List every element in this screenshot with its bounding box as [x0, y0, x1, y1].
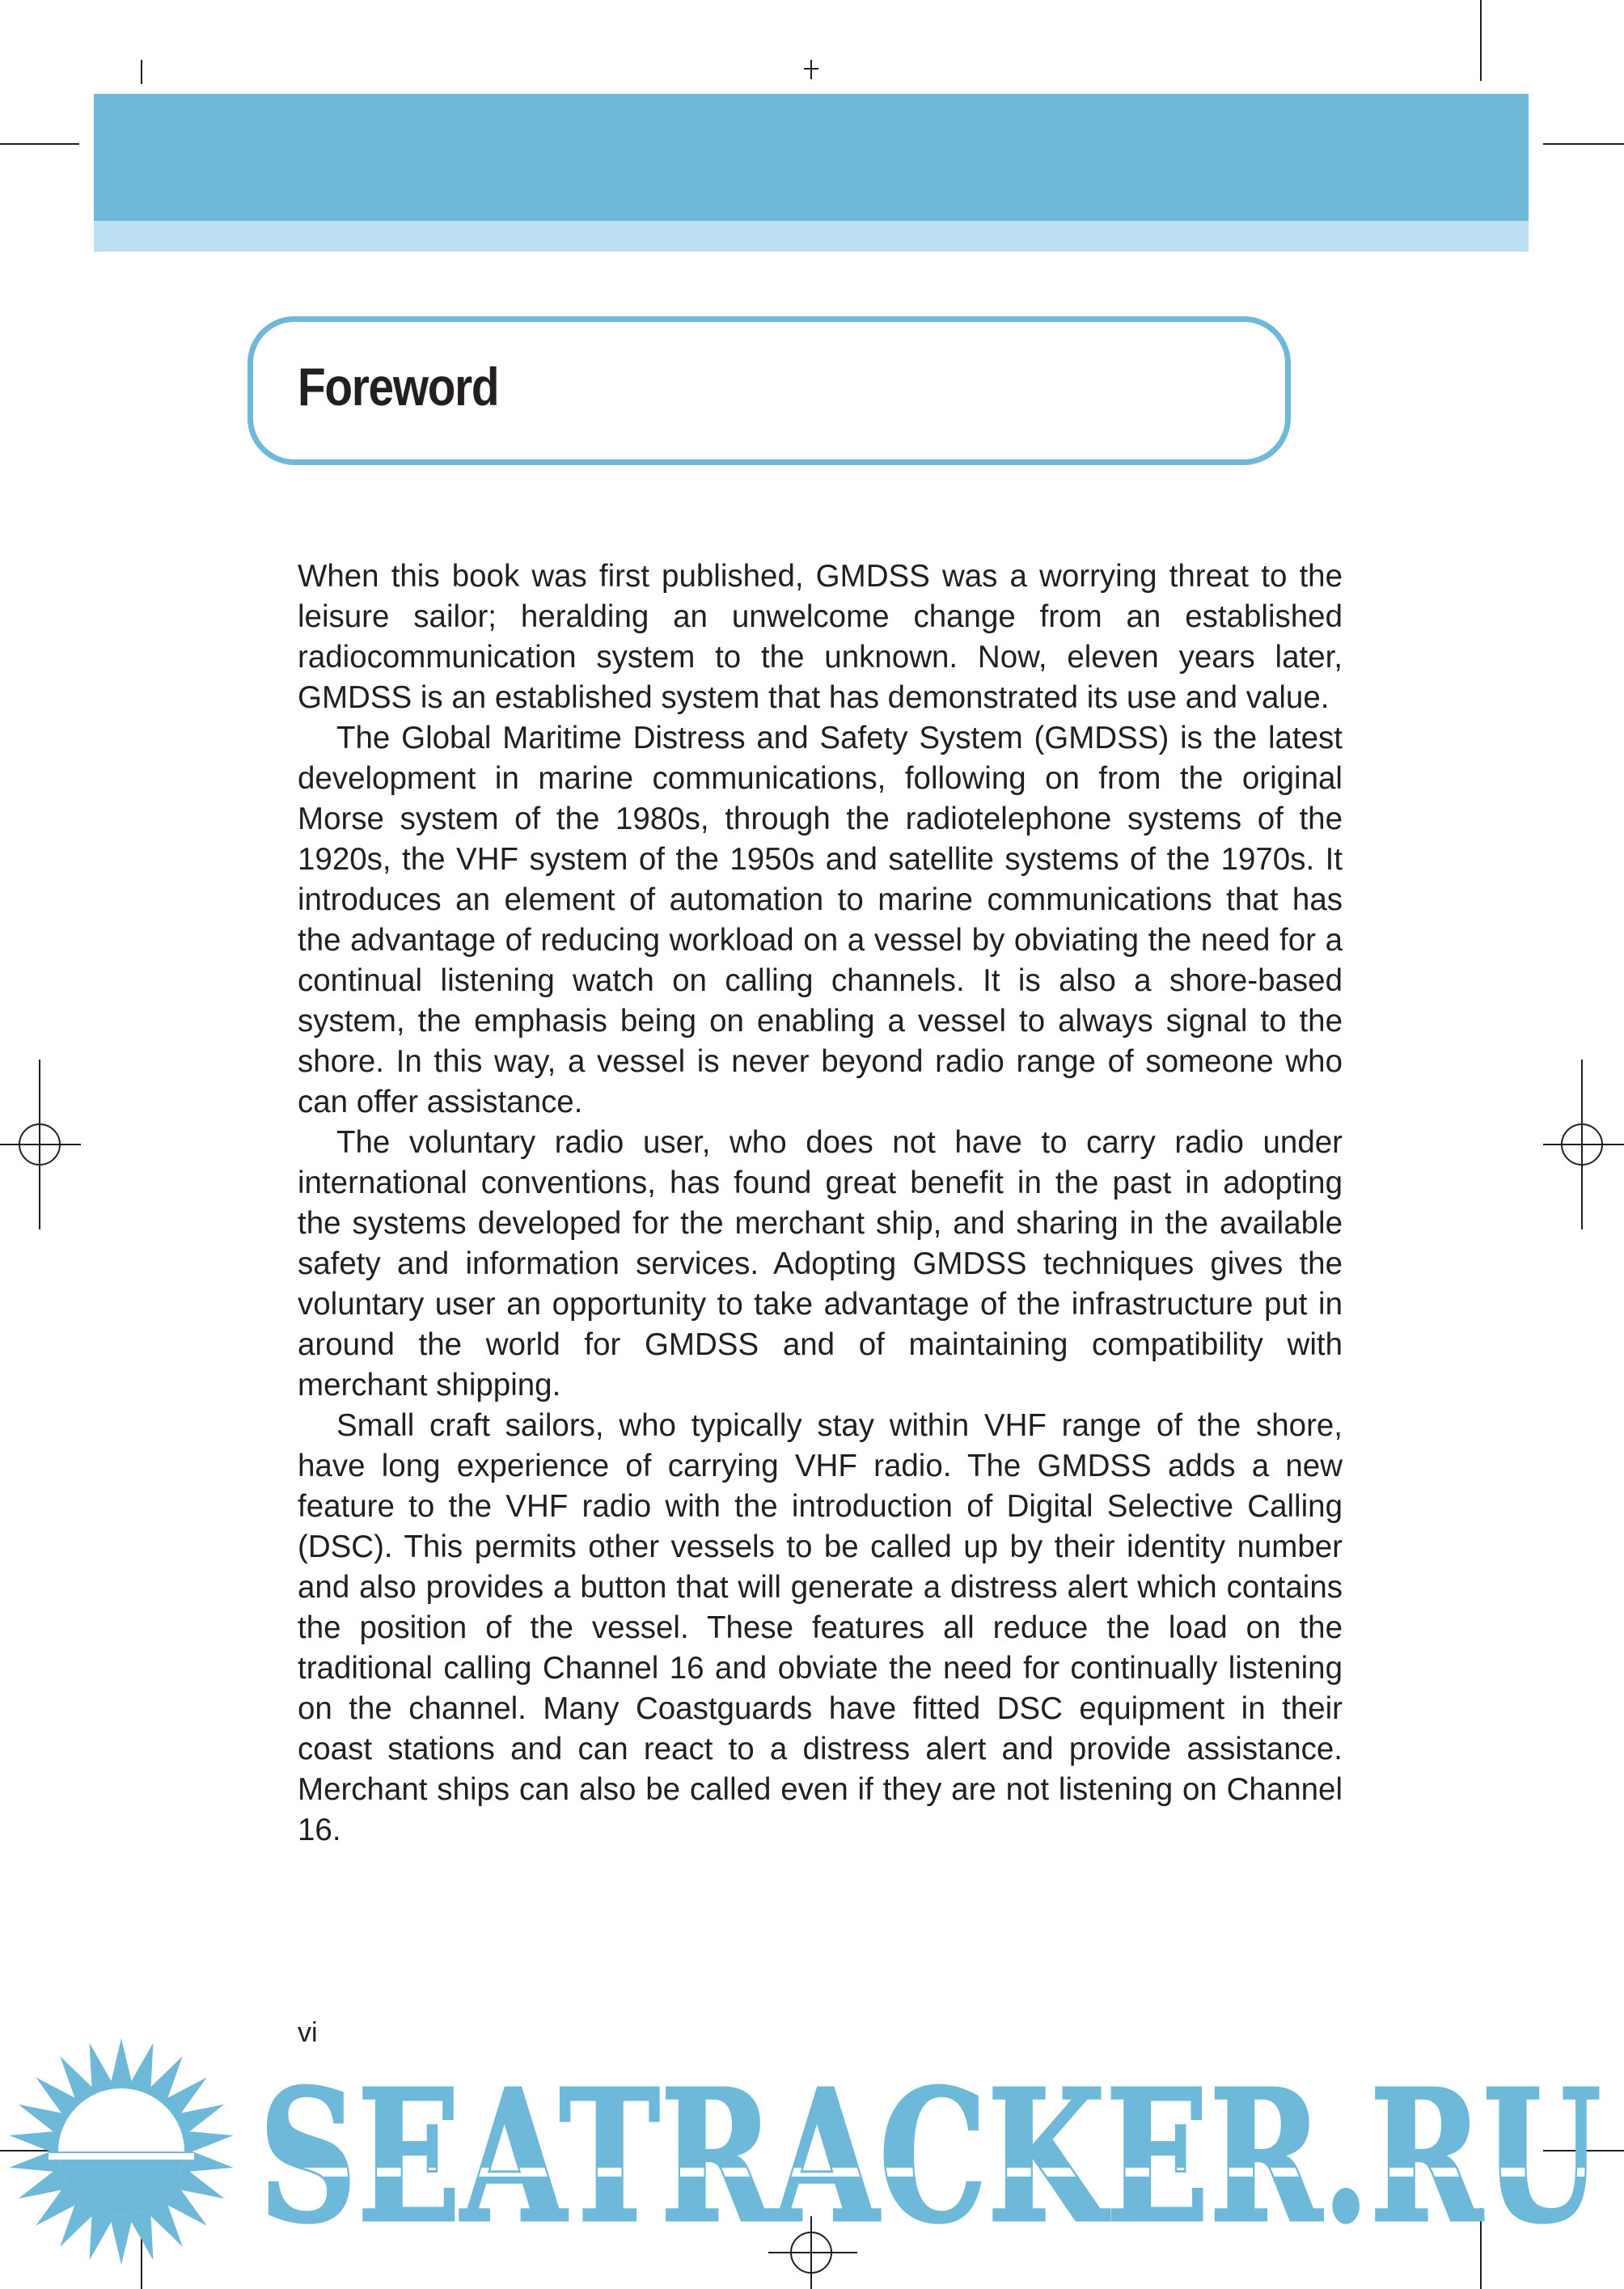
paragraph: When this book was first published, GMDSS was a worrying threat to the leisure sailor; heralding an unwelcome change from an established radiocommunication system to the unknown. Now, eleven years later, GMDSS is an established system that has demonstrated its use and value. [298, 559, 1343, 715]
registration-mark-right [1543, 1060, 1624, 1229]
body-text [298, 556, 1343, 1851]
watermark [0, 2038, 1624, 2289]
paragraph: The Global Maritime Distress and Safety System (GMDSS) is the latest development in marine communications, following on from the original Morse system of the 1980s, through the radiotelephone systems of the 1920s, the VHF system of the 1950s and satellite systems of the 1970s. It introduces an element of automation to marine communications that has the advantage of reducing workload on a vessel by obviating the need for a continual listening watch on calling channels. It is also a shore-based system, the emphasis being on enabling a vessel to always signal to the shore. In this way, a vessel is never beyond radio range of someone who can offer assistance. [298, 721, 1343, 1119]
registration-mark-left [0, 1060, 81, 1229]
header-band-light [94, 221, 1529, 252]
crop-mark [141, 60, 142, 84]
crop-mark [1543, 143, 1624, 145]
crop-mark [0, 143, 79, 145]
crop-mark [1480, 0, 1482, 81]
header-band [94, 94, 1529, 221]
watermark-text: SEATRACKER.RU [259, 2050, 1601, 2264]
paragraph: Small craft sailors, who typically stay within VHF range of the shore, have long experience of carrying VHF radio. The GMDSS adds a new feature to the VHF radio with the introduction of Digital Selective Calling (DSC). This permits other vessels to be called up by their identity number and also provides a button that will generate a distress alert which contains the position of the vessel. These features all reduce the load on the traditional calling Channel 16 and obviate the need for continually listening on the channel. Many Coastguards have fitted DSC equipment in their coast stations and can react to a distress alert and provide assistance. Merchant ships can also be called even if they are not listening on Channel 16. [298, 1408, 1343, 1847]
paragraph: The voluntary radio user, who does not have to carry radio under international conventions, has found great benefit in the past in adopting the systems developed for the merchant ship, and sharing in the available safety and information services. Adopting GMDSS techniques gives the voluntary user an opportunity to take advantage of the infrastructure put in around the world for GMDSS and of maintaining compatibility with merchant shipping. [298, 1125, 1343, 1403]
page-number: vi [298, 2017, 318, 2048]
page-title: Foreword [298, 357, 499, 417]
crop-mark [804, 68, 818, 70]
sun-icon [9, 2038, 233, 2265]
crop-mark [810, 60, 812, 79]
